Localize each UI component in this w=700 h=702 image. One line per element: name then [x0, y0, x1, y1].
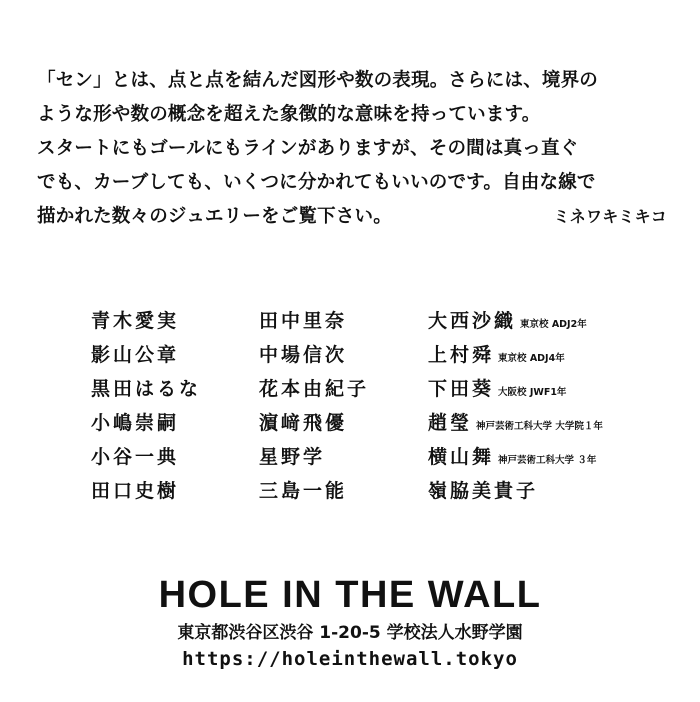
- artist-item: [428, 304, 603, 338]
- artist-school-note: 大阪校 JWF1年: [498, 387, 567, 398]
- venue-block: [0, 572, 700, 672]
- artist-name: 濵﨑飛優: [259, 412, 348, 434]
- artist-name: 三島一能: [259, 480, 348, 502]
- artist-item: [91, 440, 201, 474]
- intro-text: [37, 64, 667, 234]
- artist-name: 田中里奈: [259, 310, 348, 332]
- artist-name: 花本由紀子: [259, 378, 370, 400]
- artist-item: [259, 338, 369, 372]
- artist-name: 黒田はるな: [91, 378, 202, 400]
- artist-name: 田口史樹: [91, 480, 180, 502]
- artist-item: [259, 372, 369, 406]
- artist-item: [91, 372, 201, 406]
- artist-name: 横山舞: [428, 446, 495, 468]
- artist-item: [428, 372, 603, 406]
- artist-item: [91, 474, 201, 508]
- intro-line-last: [37, 200, 667, 234]
- intro-line: ような形や数の概念を超えた象徴的な意味を持っています。: [37, 104, 541, 125]
- venue-address: 東京都渋谷区渋谷 1-20-5 学校法人水野学園: [177, 623, 523, 643]
- artist-name: 青木愛実: [91, 310, 180, 332]
- artist-item: [259, 406, 369, 440]
- artist-item: [428, 440, 603, 474]
- artist-column-3: [428, 304, 603, 508]
- venue-name: HOLE IN THE WALL: [158, 574, 542, 616]
- artist-school-note: 神戸芸術工科大学 ３年: [498, 455, 597, 466]
- intro-line: 描かれた数々のジュエリーをご覧下さい。: [37, 206, 392, 227]
- author-name: ミネワキミキコ: [553, 207, 667, 226]
- venue-url-link[interactable]: https://holeinthewall.tokyo: [182, 648, 518, 670]
- artist-name: 大西沙織: [428, 310, 517, 332]
- artist-item: [259, 304, 369, 338]
- artist-item: [91, 304, 201, 338]
- artist-column-2: [259, 304, 369, 508]
- artist-item: [91, 338, 201, 372]
- intro-line: 「セン」とは、点と点を結んだ図形や数の表現。さらには、境界の: [37, 70, 599, 91]
- artist-item: [91, 406, 201, 440]
- artist-column-1: [91, 304, 201, 508]
- intro-line: でも、カーブしても、いくつに分かれてもいいのです。自由な線で: [37, 172, 596, 193]
- artist-item: [428, 474, 603, 508]
- artist-name: 小嶋崇嗣: [91, 412, 180, 434]
- artist-name: 嶺脇美貴子: [428, 480, 539, 502]
- artist-name: 小谷一典: [91, 446, 180, 468]
- artist-school-note: 東京校 ADJ4年: [498, 353, 565, 364]
- artist-school-note: 神戸芸術工科大学 大学院１年: [476, 421, 603, 432]
- artist-school-note: 東京校 ADJ2年: [520, 319, 587, 330]
- artist-name: 影山公章: [91, 344, 180, 366]
- artist-name: 趙瑩: [428, 412, 473, 434]
- artist-name: 中場信次: [259, 344, 348, 366]
- artist-name: 下田葵: [428, 378, 495, 400]
- intro-line: スタートにもゴールにもラインがありますが、その間は真っ直ぐ: [37, 138, 579, 159]
- artist-item: [428, 338, 603, 372]
- artist-name: 星野学: [259, 446, 326, 468]
- artist-name: 上村舜: [428, 344, 495, 366]
- artist-item: [259, 474, 369, 508]
- artist-item: [428, 406, 603, 440]
- artist-item: [259, 440, 369, 474]
